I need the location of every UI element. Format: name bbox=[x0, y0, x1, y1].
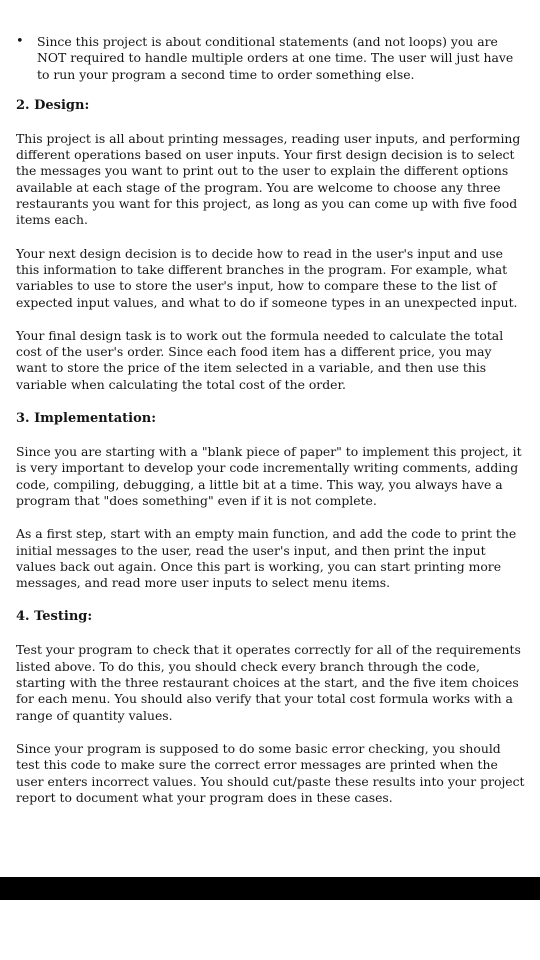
testing-paragraph-2: Since your program is supposed to do some basic error checking, you should test this code to make sure the correct error messages are printed when the user enters incorrect values. You should cut/paste these results into your project report to document what your program does in these cases. bbox=[16, 740, 525, 805]
section-heading-implementation: 3. Implementation: bbox=[16, 411, 157, 427]
document-page bbox=[16, 34, 526, 823]
bullet-text: Since this project is about conditional statements (and not loops) you are NOT required to handle multiple orders at one time. The user will just have to run your program a second time to order something else. bbox=[37, 34, 514, 82]
design-paragraph-1: This project is all about printing messages, reading user inputs, and performing different operations based on user inputs. Your first design decision is to select the messages you want to print out to the user to explain the different options available at each stage of the program. You are welcome to choose any three restaurants you want for this project, as long as you can come up with five food items each. bbox=[16, 130, 521, 228]
section-heading-design: 2. Design: bbox=[16, 97, 90, 113]
implementation-paragraph-2: As a first step, start with an empty main function, and add the code to print the initial messages to the user, read the user's input, and then print the input values back out again. Once this part is working, you can start printing more messages, and read more user inputs to select menu items. bbox=[16, 526, 517, 591]
implementation-paragraph-1: Since you are starting with a "blank piece of paper" to implement this project, it is very important to develop your code incrementally writing comments, adding code, compiling, debugging, a little bit at a time. This way, you always have a program that "does something" even if it is not complete. bbox=[16, 444, 522, 508]
design-paragraph-2: Your next design decision is to decide how to read in the user's input and use this information to take different branches in the program. For example, what variables to use to store the user's input, how to compare these to the list of expected input values, and what to do if someone types in an unexpected input. bbox=[16, 245, 518, 310]
design-paragraph-3: Your final design task is to work out the formula needed to calculate the total cost of the user's order. Since each food item has a different price, you may want to store the price of the item selected in a variable, and then use this variable when calculating the total cost of the order. bbox=[16, 327, 504, 392]
testing-paragraph-1: Test your program to check that it operates correctly for all of the requirements listed above. To do this, you should check every branch through the code, starting with the three restaurant choices at the start, and the five item choices for each menu. You should also verify that your total cost formula works with a range of quantity values. bbox=[16, 642, 521, 723]
bullet-item bbox=[16, 34, 526, 83]
bullet-symbol: • bbox=[16, 34, 24, 49]
section-heading-testing: 4. Testing: bbox=[16, 609, 93, 625]
bottom-black-bar bbox=[0, 877, 540, 900]
